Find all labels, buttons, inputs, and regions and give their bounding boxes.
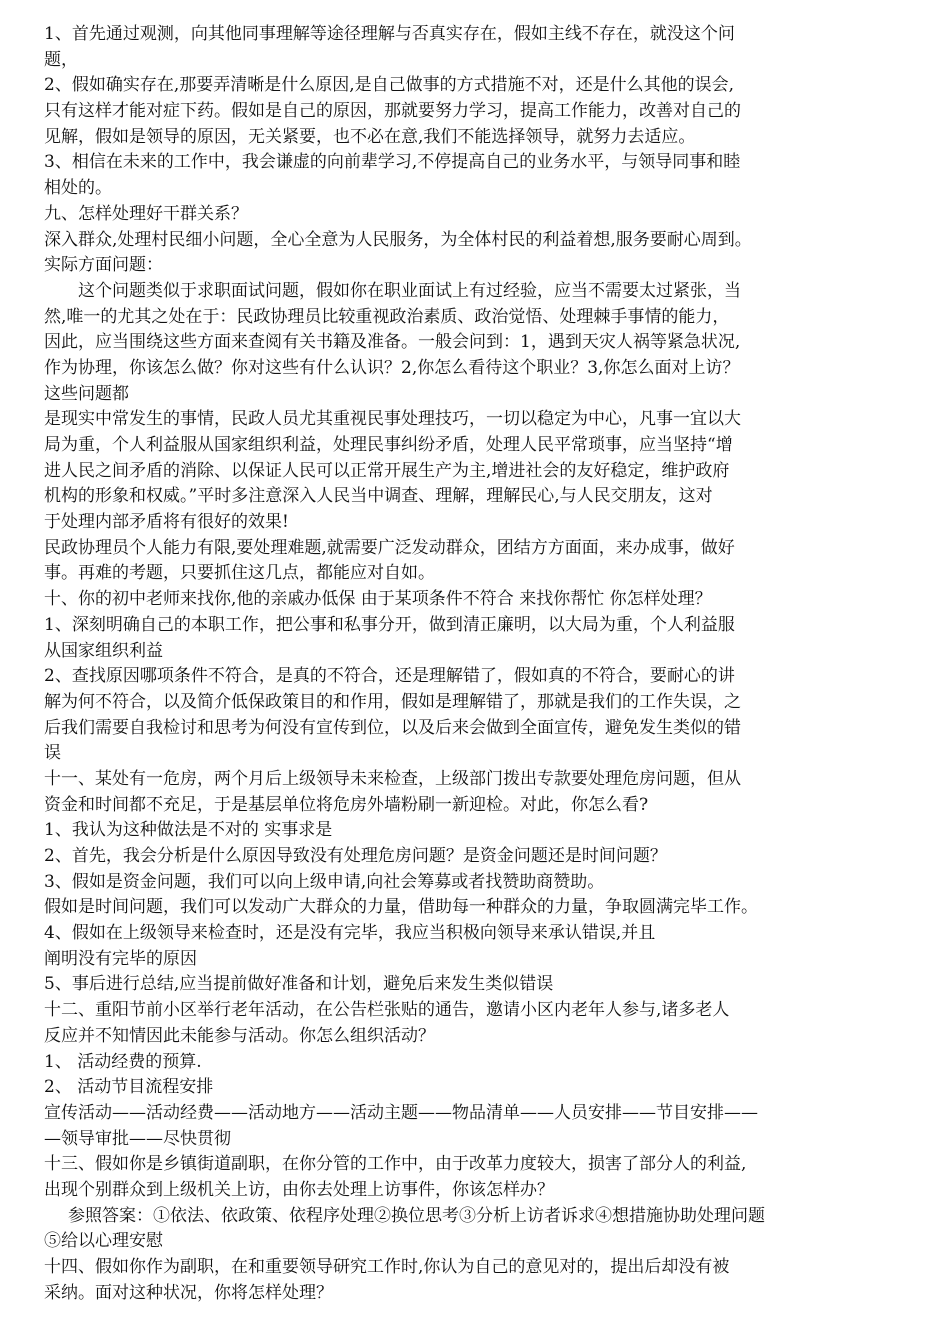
text-line: 局为重，个人利益服从国家组织利益，处理民事纠纷矛盾，处理人民平常琐事，应当坚持“增 — [44, 435, 733, 455]
text-line: —领导审批——尽快贯彻 — [44, 1128, 231, 1149]
text-line: 十一、某处有一危房，两个月后上级领导未来检查，上级部门拨出专款要处理危房问题，但从 — [44, 768, 741, 789]
text-line: 参照答案：①依法、依政策、依程序处理②换位思考③分析上访者诉求④想措施协助处理问题 — [68, 1205, 765, 1226]
text-line: 误 — [44, 743, 61, 764]
text-line: 十三、假如你是乡镇街道副职，在你分管的工作中，由于改革力度较大，损害了部分人的利益, — [44, 1154, 747, 1175]
text-line: 后我们需要自我检讨和思考为何没有宣传到位，以及后来会做到全面宣传，避免发生类似的错 — [44, 717, 741, 738]
text-line: 于处理内部矛盾将有很好的效果! — [44, 512, 289, 533]
text-line: 3、相信在未来的工作中，我会谦虚的向前辈学习,不停提高自己的业务水平，与领导同事和睦 — [44, 152, 741, 173]
text-line: 3、假如是资金问题，我们可以向上级申请,向社会筹募或者找赞助商赞助。 — [44, 871, 605, 892]
text-line: 只有这样才能对症下药。假如是自己的原因，那就要努力学习，提高工作能力，改善对自己的 — [44, 101, 741, 122]
text-line: 作为协理，你该怎么做？你对这些有什么认识？2,你怎么看待这个职业？3,你怎么面对上访？ — [44, 357, 740, 378]
text-line: 是现实中常发生的事情，民政人员尤其重视民事处理技巧，一切以稳定为中心，凡事一宜以大 — [44, 409, 741, 430]
text-line: 十二、重阳节前小区举行老年活动，在公告栏张贴的通告，邀请小区内老年人参与,诸多老人 — [44, 1000, 730, 1021]
text-line: 4、假如在上级领导来检查时，还是没有完毕，我应当积极向领导来承认错误,并且 — [44, 923, 656, 944]
text-line: 机构的形象和权威。”平时多注意深入人民当中调查、理解，理解民心,与人民交朋友，这对 — [44, 486, 713, 507]
text-line: 因此，应当围绕这些方面来查阅有关书籍及准备。一般会问到：1，遇到天灾人祸等紧急状况, — [44, 332, 741, 353]
text-line: 出现个别群众到上级机关上访，由你去处理上访事件，你该怎样办？ — [44, 1179, 554, 1200]
text-line: 5、事后进行总结,应当提前做好准备和计划，避免后来发生类似错误 — [44, 974, 554, 995]
text-line: 见解，假如是领导的原因，无关紧要，也不必在意,我们不能选择领导，就努力去适应。 — [44, 126, 696, 147]
text-line: 十四、假如你作为副职，在和重要领导研究工作时,你认为自己的意见对的，提出后却没有被 — [44, 1257, 730, 1277]
text-line: 1、我认为这种做法是不对的 实事求是 — [44, 820, 333, 841]
text-line: 宣传活动——活动经费——活动地方——活动主题——物品清单——人员安排——节目安排—— — [44, 1102, 758, 1123]
text-line: 反应并不知情因此未能参与活动。你怎么组织活动？ — [44, 1025, 435, 1046]
text-line: 2、首先，我会分析是什么原因导致没有处理危房问题？是资金问题还是时间问题？ — [44, 846, 667, 866]
text-line: 事。再难的考题，只要抓住这几点，都能应对自如。 — [44, 563, 435, 584]
text-line: 1、深刻明确自己的本职工作，把公事和私事分开，做到清正廉明，以大局为重，个人利益服 — [44, 614, 735, 635]
text-line: 解为何不符合，以及简介低保政策目的和作用，假如是理解错了，那就是我们的工作失误，之 — [44, 691, 741, 712]
text-line: 十、你的初中老师来找你,他的亲戚办低保 由于某项条件不符合 来找你帮忙 你怎样处理？ — [44, 589, 712, 610]
text-line: 阐明没有完毕的原因 — [44, 948, 197, 969]
text-line: 实际方面问题： — [44, 255, 163, 276]
text-line: 1、 活动经费的预算. — [44, 1051, 202, 1072]
text-line: 九、怎样处理好干群关系？ — [44, 203, 248, 224]
text-line: 从国家组织利益 — [44, 640, 163, 661]
text-line: 相处的。 — [44, 178, 112, 199]
text-line: ⑤给以心理安慰 — [44, 1231, 163, 1252]
text-line: 民政协理员个人能力有限,要处理难题,就需要广泛发动群众，团结方方面面，来办成事，做好 — [44, 537, 735, 558]
text-line: 题， — [44, 49, 78, 70]
text-line: 资金和时间都不充足，于是基层单位将危房外墙粉刷一新迎检。对此，你怎么看? — [44, 794, 649, 815]
text-line: 2、查找原因哪项条件不符合，是真的不符合，还是理解错了，假如真的不符合，要耐心的讲 — [44, 666, 735, 687]
text-line: 这些问题都 — [44, 383, 129, 404]
text-line: 假如是时间问题，我们可以发动广大群众的力量，借助每一种群众的力量，争取圆满完毕工作。 — [44, 897, 758, 918]
text-line: 1、首先通过观测，向其他同事理解等途径理解与否真实存在，假如主线不存在，就没这个问 — [44, 24, 735, 44]
text-line: 然,唯一的尤其之处在于：民政协理员比较重视政治素质、政治觉悟、处理棘手事情的能力， — [44, 306, 730, 327]
text-line: 采纳。面对这种状况，你将怎样处理？ — [44, 1282, 333, 1303]
text-line: 深入群众,处理村民细小问题，全心全意为人民服务，为全体村民的利益着想,服务要耐心周到。 — [44, 229, 752, 250]
text-line: 这个问题类似于求职面试问题，假如你在职业面试上有过经验，应当不需要太过紧张，当 — [78, 280, 741, 301]
text-line: 2、假如确实存在,那要弄清晰是什么原因,是自己做事的方式措施不对，还是什么其他的误会, — [44, 75, 735, 96]
text-line: 2、 活动节目流程安排 — [44, 1077, 214, 1098]
text-line: 进人民之间矛盾的消除、以保证人民可以正常开展生产为主,增进社会的友好稳定，维护政府 — [44, 460, 730, 481]
